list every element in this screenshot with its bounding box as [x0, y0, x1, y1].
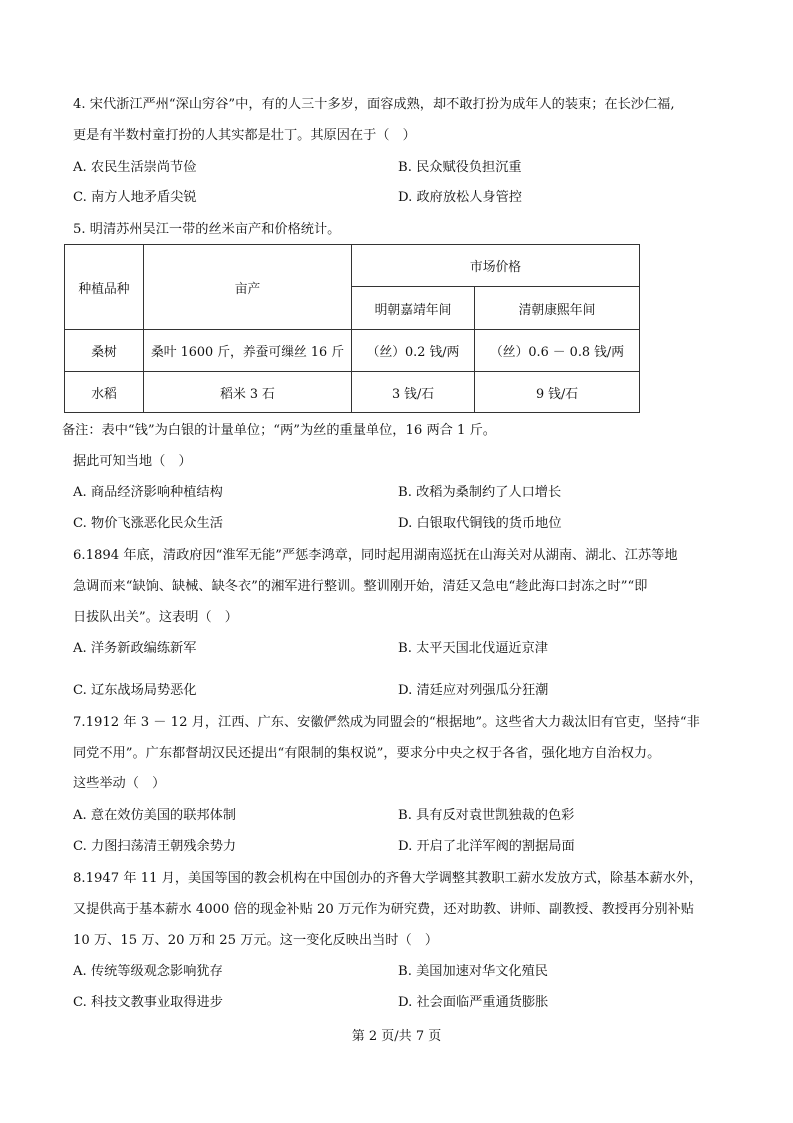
q7-option-c: C. 力图扫荡清王朝残余势力	[73, 839, 237, 854]
yield-price-table	[64, 244, 640, 413]
q4-option-a: A. 农民生活崇尚节俭	[73, 160, 197, 175]
q4-option-c: C. 南方人地矛盾尖锐	[73, 190, 197, 205]
q4-option-b: B. 民众赋役负担沉重	[398, 160, 522, 175]
q5-option-d: D. 白银取代铜钱的货币地位	[398, 516, 562, 531]
q7-stem-line1: 7.1912 年 3 － 12 月，江西、广东、安徽俨然成为同盟会的“根据地”。这些省大力裁汰旧有官吏，坚持“非	[73, 715, 700, 730]
table-header-yield: 亩产	[144, 245, 352, 330]
q5-option-b: B. 改稻为桑制约了人口增长	[398, 485, 562, 500]
table-header-crop: 种植品种	[65, 245, 144, 330]
q8-option-d: D. 社会面临严重通货膨胀	[398, 995, 549, 1010]
q5-stem: 5. 明清苏州吴江一带的丝米亩产和价格统计。	[73, 222, 341, 237]
q8-option-a: A. 传统等级观念影响犹存	[73, 964, 223, 979]
q8-option-c: C. 科技文教事业取得进步	[73, 995, 223, 1010]
q7-stem-line3: 这些举动（ ）	[73, 776, 166, 791]
q7-option-a: A. 意在效仿美国的联邦体制	[73, 808, 236, 823]
table-header-qing: 清朝康熙年间	[475, 287, 640, 330]
q5-option-a: A. 商品经济影响种植结构	[73, 485, 223, 500]
q8-stem-line2: 又提供高于基本薪水 4000 倍的现金补贴 20 万元作为研究费，还对助教、讲师、副教授、教授再分别补贴	[73, 902, 694, 917]
q8-stem-line1: 8.1947 年 11 月，美国等国的教会机构在中国创办的齐鲁大学调整其教职工薪水发放方式，除基本薪水外，	[73, 871, 703, 886]
table-header-market: 市场价格	[352, 245, 640, 287]
table-cell-yield: 稻米 3 石	[144, 372, 352, 413]
q8-option-b: B. 美国加速对华文化殖民	[398, 964, 548, 979]
q6-option-c: C. 辽东战场局势恶化	[73, 683, 197, 698]
q5-question: 据此可知当地（ ）	[73, 454, 192, 469]
table-row	[65, 372, 640, 413]
table-row	[65, 330, 640, 372]
table-cell-ming: 3 钱/石	[352, 372, 475, 413]
table-cell-crop: 桑树	[65, 330, 144, 372]
q6-stem-line1: 6.1894 年底，清政府因“淮军无能”严惩李鸿章，同时起用湖南巡抚在山海关对从湖南、湖北、江苏等地	[73, 548, 678, 563]
q6-option-a: A. 洋务新政编练新军	[73, 641, 197, 656]
q4-option-d: D. 政府放松人身管控	[398, 190, 522, 205]
page-number: 第 2 页/共 7 页	[351, 1029, 442, 1044]
q5-table-note: 备注：表中“钱”为白银的计量单位；“两”为丝的重量单位，16 两合 1 斤。	[62, 423, 496, 438]
q6-stem-line2: 急调而来“缺饷、缺械、缺冬衣”的湘军进行整训。整训刚开始，清廷又急电“趁此海口封冻之时”“即	[73, 579, 648, 594]
table-cell-crop: 水稻	[65, 372, 144, 413]
table-cell-qing: （丝）0.6 － 0.8 钱/两	[475, 330, 640, 372]
q5-option-c: C. 物价飞涨恶化民众生活	[73, 516, 223, 531]
table-cell-qing: 9 钱/石	[475, 372, 640, 413]
q6-option-d: D. 清廷应对列强瓜分狂潮	[398, 683, 549, 698]
table-cell-ming: （丝）0.2 钱/两	[352, 330, 475, 372]
table-cell-yield: 桑叶 1600 斤，养蚕可缫丝 16 斤	[144, 330, 352, 372]
q7-option-d: D. 开启了北洋军阀的割据局面	[398, 839, 575, 854]
q4-stem-line1: 4. 宋代浙江严州“深山穷谷”中，有的人三十多岁，面容成熟，却不敢打扮为成年人的装束；在长沙仁福,	[73, 97, 675, 112]
q4-stem-line2: 更是有半数村童打扮的人其实都是壮丁。其原因在于（ ）	[73, 128, 416, 143]
q6-stem-line3: 日拔队出关”。这表明（ ）	[73, 610, 238, 625]
q6-option-b: B. 太平天国北伐逼近京津	[398, 641, 548, 656]
q7-stem-line2: 同党不用”。广东都督胡汉民还提出“有限制的集权说”，要求分中央之权于各省，强化地方自治权力。	[73, 746, 661, 761]
q8-stem-line3: 10 万、15 万、20 万和 25 万元。这一变化反映出当时（ ）	[73, 933, 439, 948]
table-header-ming: 明朝嘉靖年间	[352, 287, 475, 330]
q7-option-b: B. 具有反对袁世凯独裁的色彩	[398, 808, 575, 823]
